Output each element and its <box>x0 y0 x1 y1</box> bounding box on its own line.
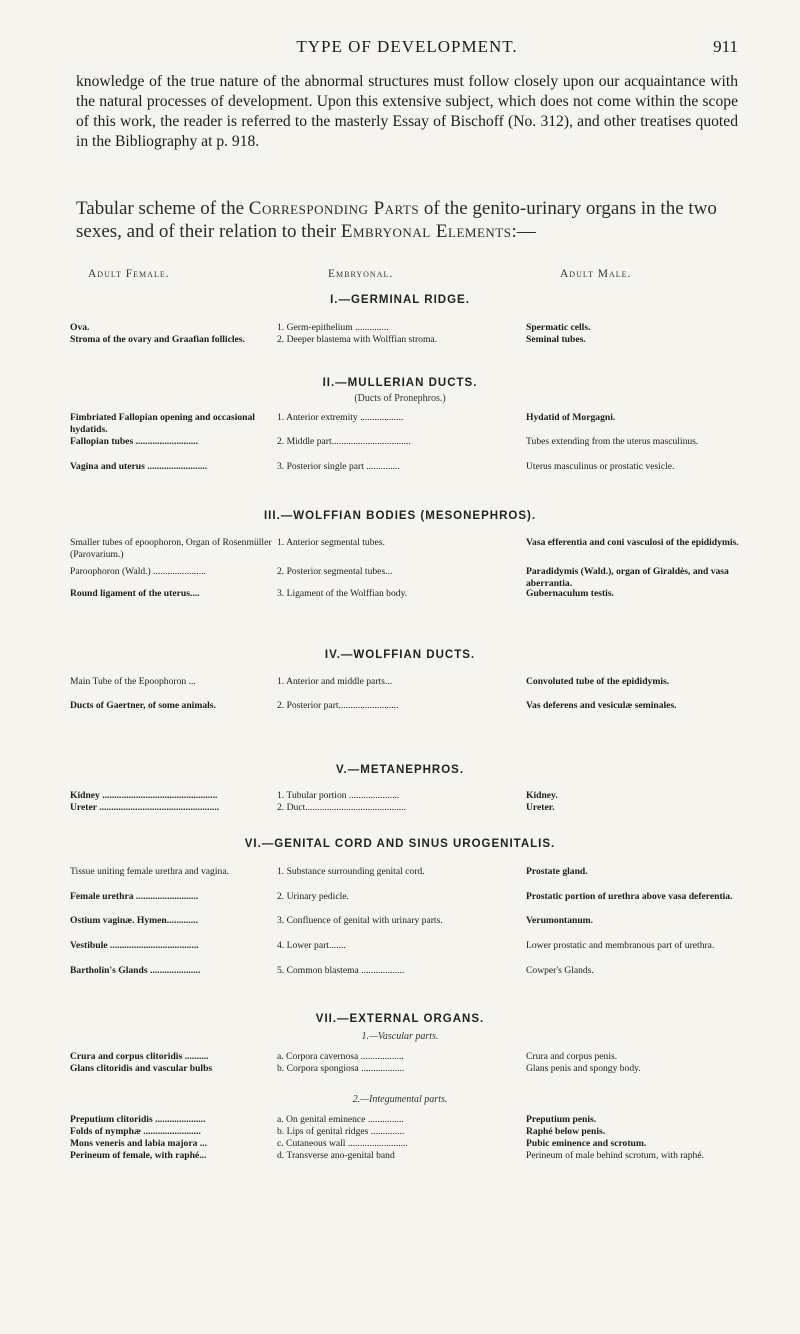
section-subtitle: 2.—Integumental parts. <box>352 1094 448 1105</box>
embryonal-cell: 2. Posterior part......................... <box>277 700 399 711</box>
female-cell: Preputium clitoridis ..................... <box>70 1114 206 1125</box>
female-cell: Female urethra .......................... <box>70 891 199 902</box>
embryonal-cell: a. Corpora cavernosa .................. <box>277 1051 404 1062</box>
embryonal-cell: 1. Anterior and middle parts... <box>277 676 393 687</box>
male-cell: Preputium penis. <box>526 1114 597 1125</box>
male-cell: Crura and corpus penis. <box>526 1051 618 1062</box>
male-cell: Seminal tubes. <box>526 334 586 345</box>
embryonal-cell: 5. Common blastema .................. <box>277 965 405 976</box>
male-cell: Kidney. <box>526 790 558 801</box>
male-cell: Ureter. <box>526 802 555 813</box>
column-header-embryonal: Embryonal. <box>328 268 394 280</box>
embryonal-cell: 1. Anterior extremity .................. <box>277 412 404 423</box>
male-cell: Paradidymis (Wald.), organ of Giraldès, and vasa aberrantia. <box>526 566 729 590</box>
embryonal-cell: 1. Germ-epithelium .............. <box>277 322 389 333</box>
embryonal-cell: 4. Lower part....... <box>277 940 346 951</box>
embryonal-cell: 2. Duct.......................................... <box>277 802 406 813</box>
embryonal-cell: 3. Posterior single part .............. <box>277 461 400 472</box>
male-cell: Perineum of male behind scrotum, with raphé. <box>526 1150 704 1161</box>
female-cell: Fimbriated Fallopian opening and occasional hydatids. <box>70 412 255 436</box>
embryonal-cell: 1. Anterior segmental tubes. <box>277 537 385 548</box>
female-cell: Mons veneris and labia majora ... <box>70 1138 207 1149</box>
column-header-female: Adult Female. <box>88 268 170 280</box>
female-cell: Kidney ................................................ <box>70 790 218 801</box>
heading-smallcaps-2: Embryonal Elements <box>340 221 512 242</box>
female-cell: Bartholin's Glands ..................... <box>70 965 201 976</box>
male-cell: Glans penis and spongy body. <box>526 1063 641 1074</box>
male-cell: Tubes extending from the uterus masculinus. <box>526 436 699 447</box>
male-cell: Gubernaculum testis. <box>526 588 614 599</box>
female-cell: Round ligament of the uterus.... <box>70 588 200 599</box>
intro-text: knowledge of the true nature of the abnormal structures must follow closely upon our acquaintance with the natural processes of development. Upon this extensive subject, which does not come within the scope of this work, the reader is referred to the masterly Essay of Bischoff (No. 312), and other treatises quoted in the Bibliography at p. 918. <box>76 73 738 150</box>
section-title: II.—MULLERIAN DUCTS. <box>322 377 478 389</box>
embryonal-cell: 2. Middle part................................. <box>277 436 411 447</box>
embryonal-cell: 2. Urinary pedicle. <box>277 891 349 902</box>
heading-part-1: Tabular scheme of the <box>76 198 245 219</box>
table-heading <box>76 197 738 243</box>
section-title: I.—GERMINAL RIDGE. <box>330 294 470 306</box>
section-title: V.—METANEPHROS. <box>335 764 465 776</box>
male-cell: Prostate gland. <box>526 866 588 877</box>
embryonal-cell: 2. Deeper blastema with Wolffian stroma. <box>277 334 438 345</box>
female-cell: Tissue uniting female urethra and vagina. <box>70 866 229 877</box>
heading-part-2: of the genito-urinary organs in the two sexes, and of their relation to their <box>76 198 717 242</box>
male-cell: Spermatic cells. <box>526 322 591 333</box>
female-cell: Smaller tubes of epoophoron, Organ of Rosenmüller (Parovarium.) <box>70 537 272 561</box>
male-cell: Lower prostatic and membranous part of urethra. <box>526 940 715 951</box>
embryonal-cell: c. Cutaneous wall ......................... <box>277 1138 408 1149</box>
heading-smallcaps-1: Corresponding Parts <box>248 198 420 219</box>
female-cell: Ostium vaginæ. Hymen............. <box>70 915 198 926</box>
male-cell: Cowper's Glands. <box>526 965 594 976</box>
male-cell: Vas deferens and vesiculæ seminales. <box>526 700 677 711</box>
intro-paragraph <box>76 72 738 152</box>
embryonal-cell: a. On genital eminence ............... <box>277 1114 404 1125</box>
female-cell: Folds of nymphæ ........................ <box>70 1126 201 1137</box>
female-cell: Fallopian tubes .......................... <box>70 436 198 447</box>
page-number: 911 <box>713 37 738 56</box>
female-cell: Glans clitoridis and vascular bulbs <box>70 1063 213 1074</box>
male-cell: Convoluted tube of the epididymis. <box>526 676 670 687</box>
male-cell: Verumontanum. <box>526 915 594 926</box>
column-header-male: Adult Male. <box>560 268 632 280</box>
male-cell: Raphé below penis. <box>526 1126 606 1137</box>
embryonal-cell: 3. Ligament of the Wolffian body. <box>277 588 408 599</box>
female-cell: Ducts of Gaertner, of some animals. <box>70 700 216 711</box>
male-cell: Uterus masculinus or prostatic vesicle. <box>526 461 675 472</box>
female-cell: Stroma of the ovary and Graafian follicles. <box>70 334 245 345</box>
female-cell: Paroophoron (Wald.) ...................... <box>70 566 206 577</box>
section-title: VII.—EXTERNAL ORGANS. <box>315 1013 485 1025</box>
female-cell: Vestibule ..................................... <box>70 940 199 951</box>
section-subtitle: (Ducts of Pronephros.) <box>354 393 446 404</box>
heading-part-3: :— <box>511 221 536 242</box>
running-title: TYPE OF DEVELOPMENT. <box>296 37 518 56</box>
female-cell: Vagina and uterus ......................... <box>70 461 208 472</box>
embryonal-cell: b. Corpora spongiosa .................. <box>277 1063 405 1074</box>
female-cell: Ureter .................................................. <box>70 802 220 813</box>
female-cell: Ova. <box>70 322 90 333</box>
male-cell: Pubic eminence and scrotum. <box>526 1138 647 1149</box>
female-cell: Crura and corpus clitoridis .......... <box>70 1051 209 1062</box>
male-cell: Hydatid of Morgagni. <box>526 412 616 423</box>
section-subtitle: 1.—Vascular parts. <box>361 1031 439 1042</box>
embryonal-cell: 1. Substance surrounding genital cord. <box>277 866 425 877</box>
section-title: IV.—WOLFFIAN DUCTS. <box>324 649 476 661</box>
embryonal-cell: 2. Posterior segmental tubes... <box>277 566 393 577</box>
section-title: III.—WOLFFIAN BODIES (MESONEPHROS). <box>263 510 537 522</box>
running-head <box>76 37 738 59</box>
female-cell: Perineum of female, with raphé... <box>70 1150 207 1161</box>
embryonal-cell: 3. Confluence of genital with urinary parts. <box>277 915 443 926</box>
embryonal-cell: b. Lips of genital ridges .............. <box>277 1126 405 1137</box>
female-cell: Main Tube of the Epoophoron ... <box>70 676 196 687</box>
male-cell: Prostatic portion of urethra above vasa deferentia. <box>526 891 733 902</box>
male-cell: Vasa efferentia and coni vasculosi of the epididymis. <box>526 537 739 548</box>
embryonal-cell: 1. Tubular portion ..................... <box>277 790 400 801</box>
embryonal-cell: d. Transverse ano-genital band <box>277 1150 395 1161</box>
section-title: VI.—GENITAL CORD AND SINUS UROGENITALIS. <box>244 838 556 850</box>
